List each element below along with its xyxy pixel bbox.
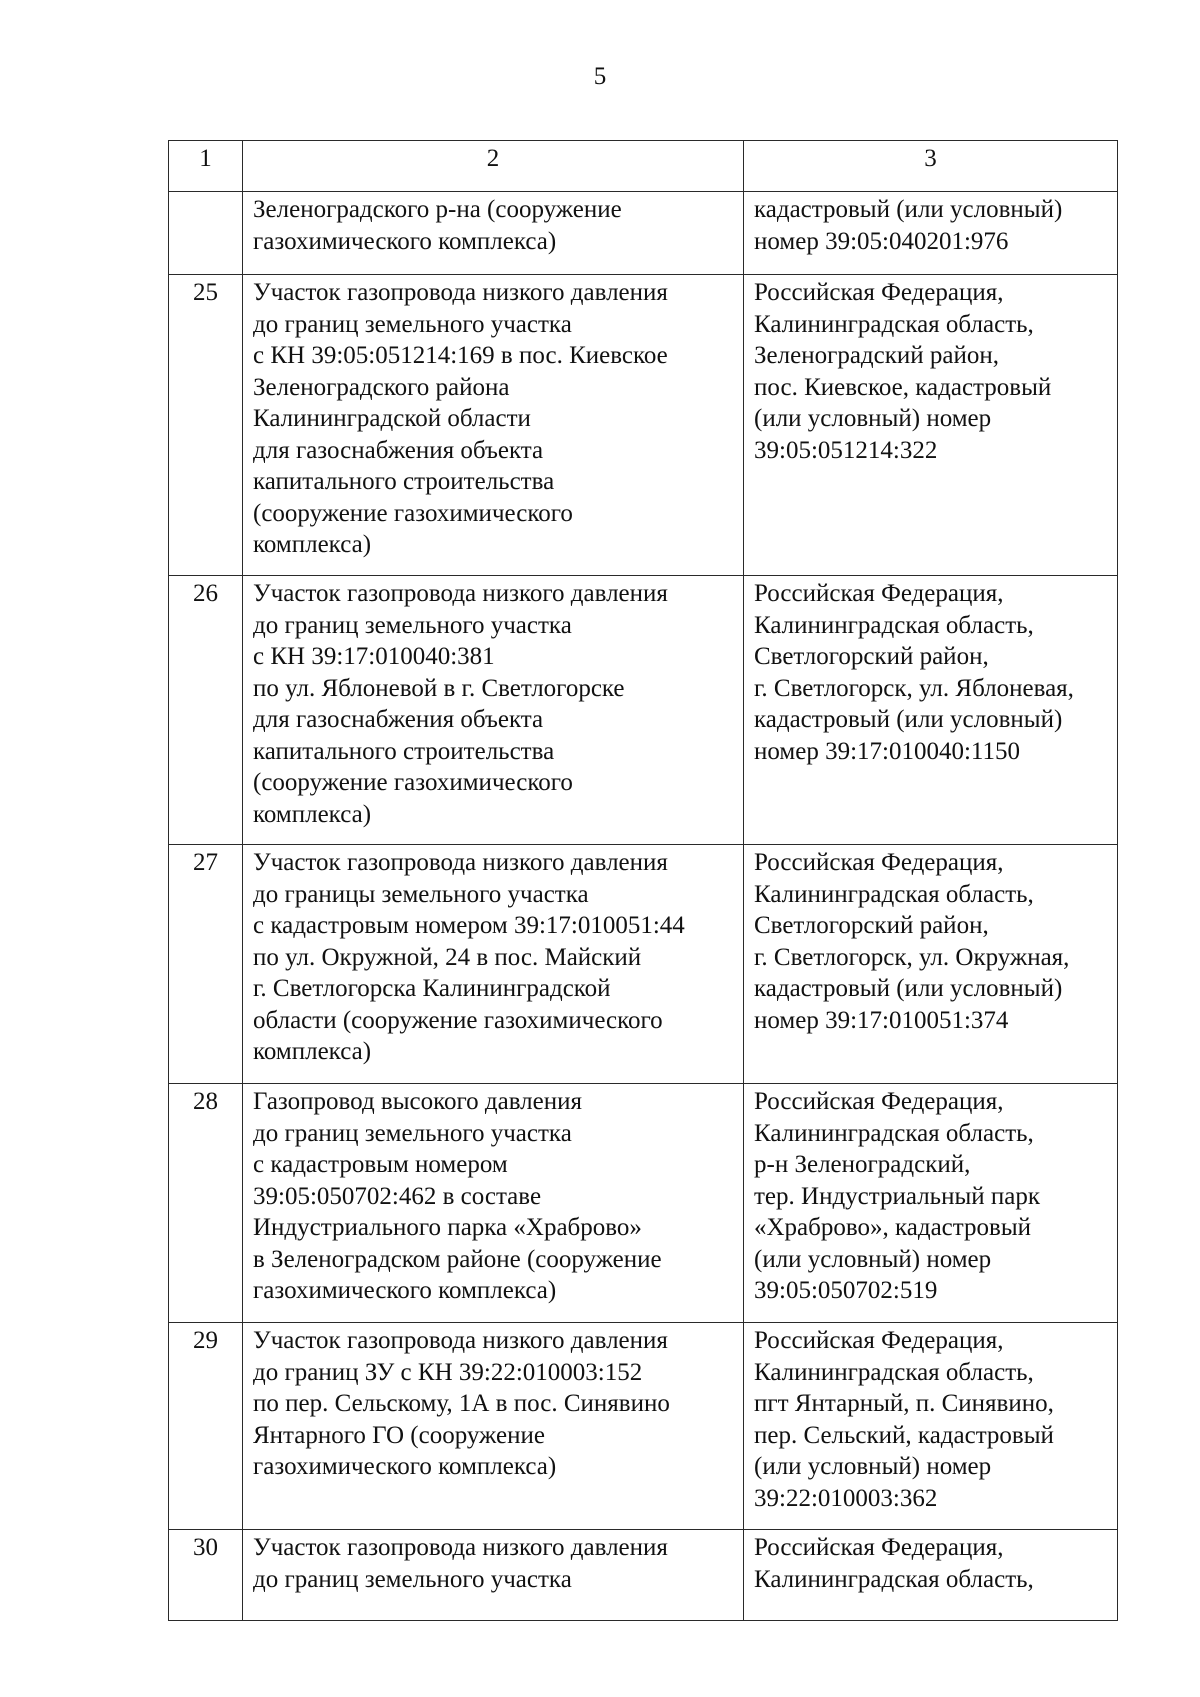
object-name: Участок газопровода низкого давления до границ ЗУ с КН 39:22:010003:152 по пер. Сельскому, 1А в пос. Синявино Янтарного ГО (сооружение газохимического комплекса) xyxy=(243,1323,744,1530)
table-row xyxy=(169,576,1118,845)
object-name: Зеленоградского р-на (сооружение газохимического комплекса) xyxy=(243,192,744,275)
column-header-number: 1 xyxy=(169,141,243,192)
object-name: Газопровод высокого давления до границ земельного участка с кадастровым номером 39:05:050702:462 в составе Индустриального парка «Храброво» в Зеленоградском районе (сооружение газохимического комплекса) xyxy=(243,1084,744,1323)
row-number: 26 xyxy=(169,576,243,845)
object-name: Участок газопровода низкого давления до границ земельного участка xyxy=(243,1530,744,1621)
column-header-name: 2 xyxy=(243,141,744,192)
objects-table xyxy=(168,140,1118,1621)
object-address: Российская Федерация, Калининградская область, xyxy=(744,1530,1118,1621)
row-number xyxy=(169,192,243,275)
table-row xyxy=(169,275,1118,576)
table-row xyxy=(169,1084,1118,1323)
row-number: 28 xyxy=(169,1084,243,1323)
table-row xyxy=(169,845,1118,1084)
object-address: Российская Федерация, Калининградская область, Зеленоградский район, пос. Киевское, кадастровый (или условный) номер 39:05:051214:322 xyxy=(744,275,1118,576)
row-number: 29 xyxy=(169,1323,243,1530)
object-address: кадастровый (или условный) номер 39:05:040201:976 xyxy=(744,192,1118,275)
object-address: Российская Федерация, Калининградская область, р-н Зеленоградский, тер. Индустриальный парк «Храброво», кадастровый (или условный) номер 39:05:050702:519 xyxy=(744,1084,1118,1323)
table-row xyxy=(169,1323,1118,1530)
object-name: Участок газопровода низкого давления до границ земельного участка с КН 39:05:051214:169 в пос. Киевское Зеленоградского района Калининградской области для газоснабжения объекта капитального строительства (сооружение газохимического комплекса) xyxy=(243,275,744,576)
object-address: Российская Федерация, Калининградская область, Светлогорский район, г. Светлогорск, ул. Окружная, кадастровый (или условный) номер 39:17:010051:374 xyxy=(744,845,1118,1084)
row-number: 27 xyxy=(169,845,243,1084)
column-header-address: 3 xyxy=(744,141,1118,192)
table-header-row xyxy=(169,141,1118,192)
row-number: 25 xyxy=(169,275,243,576)
object-name: Участок газопровода низкого давления до границы земельного участка с кадастровым номером 39:17:010051:44 по ул. Окружной, 24 в пос. Майский г. Светлогорска Калининградской области (сооружение газохимического комплекса) xyxy=(243,845,744,1084)
object-name: Участок газопровода низкого давления до границ земельного участка с КН 39:17:010040:381 по ул. Яблоневой в г. Светлогорске для газоснабжения объекта капитального строительства (сооружение газохимического комплекса) xyxy=(243,576,744,845)
page-number: 5 xyxy=(593,63,607,90)
object-address: Российская Федерация, Калининградская область, пгт Янтарный, п. Синявино, пер. Сельский, кадастровый (или условный) номер 39:22:010003:362 xyxy=(744,1323,1118,1530)
object-address: Российская Федерация, Калининградская область, Светлогорский район, г. Светлогорск, ул. Яблоневая, кадастровый (или условный) номер 39:17:010040:1150 xyxy=(744,576,1118,845)
table-row xyxy=(169,1530,1118,1621)
table-row xyxy=(169,192,1118,275)
row-number: 30 xyxy=(169,1530,243,1621)
